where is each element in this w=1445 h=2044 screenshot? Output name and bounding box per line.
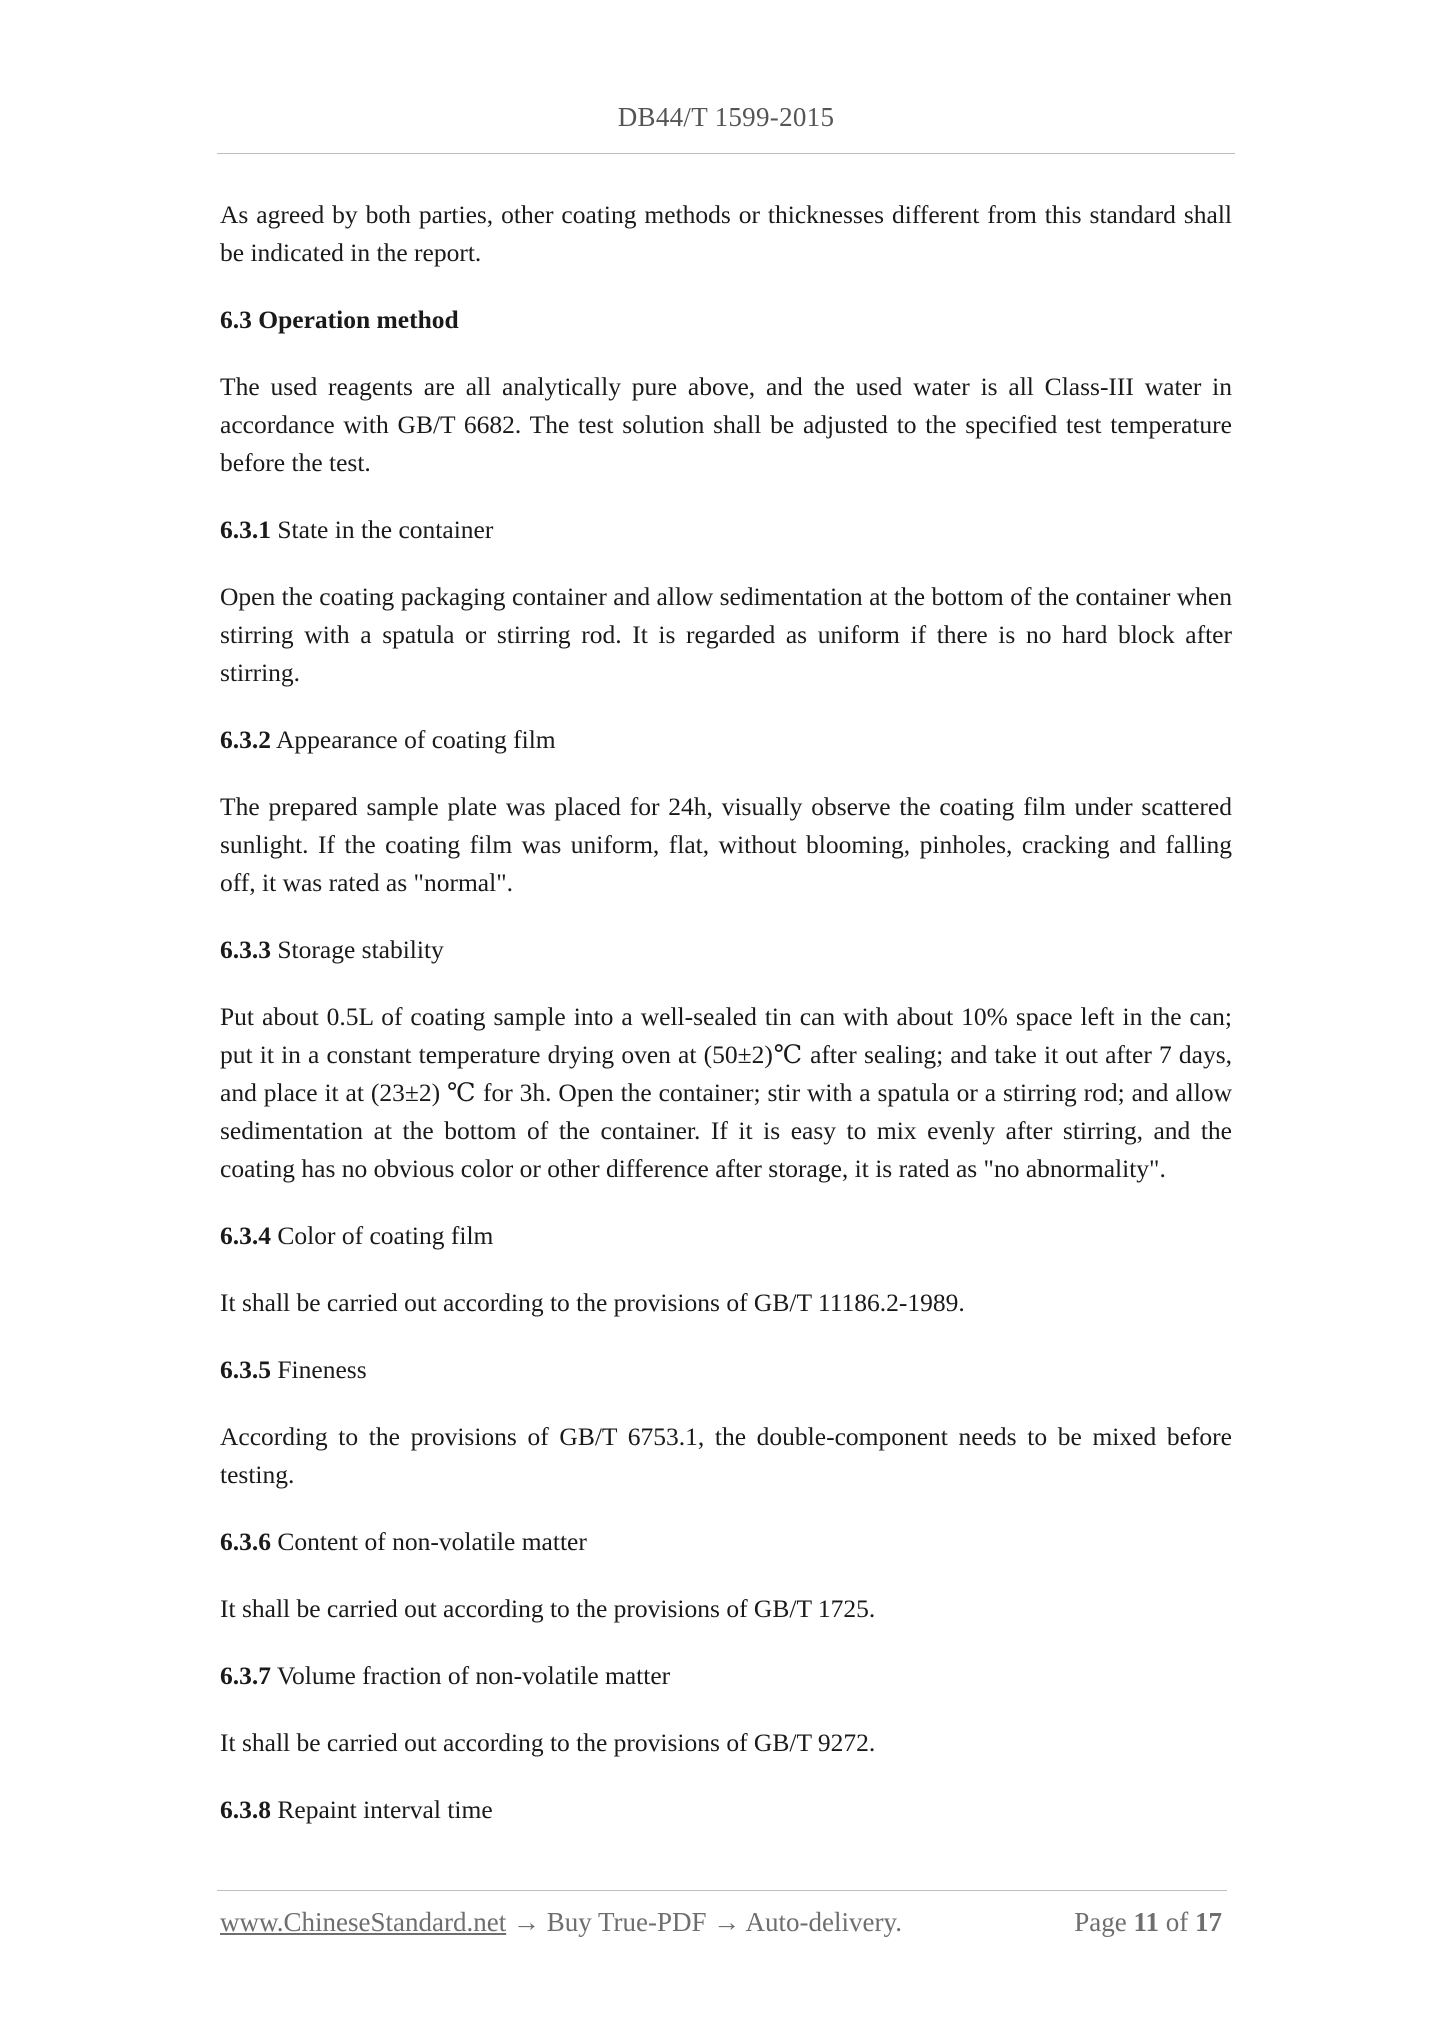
total-pages: 17 xyxy=(1195,1907,1222,1937)
section-6-3-body: The used reagents are all analytically pure above, and the used water is all Class-III water in accordance with GB/T 6682. The test solution shall be adjusted to the specified test temperature before the test. xyxy=(220,372,1232,477)
header-divider xyxy=(217,153,1235,154)
section-number: 6.3.1 xyxy=(220,515,271,544)
section-title: Volume fraction of non-volatile matter xyxy=(271,1661,671,1690)
section-title: Repaint interval time xyxy=(271,1795,493,1824)
section-number: 6.3.2 xyxy=(220,725,271,754)
footer-divider xyxy=(217,1890,1227,1891)
section-6-3-4-body: It shall be carried out according to the provisions of GB/T 11186.2-1989. xyxy=(220,1288,965,1317)
section-number: 6.3.5 xyxy=(220,1355,271,1384)
section-6-3-2-heading xyxy=(220,721,1232,759)
section-title: Storage stability xyxy=(271,935,444,964)
section-6-3-4-heading xyxy=(220,1217,1232,1255)
section-6-3-5-heading xyxy=(220,1351,1232,1389)
section-number: 6.3.3 xyxy=(220,935,271,964)
section-6-3-5-body: According to the provisions of GB/T 6753.1, the double-component needs to be mixed before testing. xyxy=(220,1422,1232,1489)
section-6-3-2-body: The prepared sample plate was placed for 24h, visually observe the coating film under scattered sunlight. If the coating film was uniform, flat, without blooming, pinholes, cracking and falling off, it was rated as "normal". xyxy=(220,792,1232,897)
section-title: Fineness xyxy=(271,1355,367,1384)
section-number: 6.3.6 xyxy=(220,1527,271,1556)
section-title: Color of coating film xyxy=(271,1221,494,1250)
section-6-3-6-heading xyxy=(220,1523,1232,1561)
section-6-3-1-body: Open the coating packaging container and allow sedimentation at the bottom of the container when stirring with a spatula or stirring rod. It is regarded as uniform if there is no hard block after stirring. xyxy=(220,582,1232,687)
section-6-3-7-body: It shall be carried out according to the provisions of GB/T 9272. xyxy=(220,1728,876,1757)
section-6-3-3-heading xyxy=(220,931,1232,969)
document-body xyxy=(220,196,1232,1829)
current-page: 11 xyxy=(1133,1907,1159,1937)
section-6-3-6-body: It shall be carried out according to the provisions of GB/T 1725. xyxy=(220,1594,876,1623)
section-number: 6.3.7 xyxy=(220,1661,271,1690)
page-indicator xyxy=(1074,1907,1222,1938)
section-6-3-3-body: Put about 0.5L of coating sample into a well-sealed tin can with about 10% space left in the can; put it in a constant temperature drying oven at (50±2)℃ after sealing; and take it out after 7 days, and place it at (23±2) ℃ for 3h. Open the container; stir with a spatula or a stirring rod; and allow sedimentation at the bottom of the container. If it is easy to mix evenly after stirring, and the coating has no obvious color or other difference after storage, it is rated as "no abnormality". xyxy=(220,1002,1232,1183)
footer-promo xyxy=(220,1907,902,1938)
intro-paragraph: As agreed by both parties, other coating methods or thicknesses different from this standard shall be indicated in the report. xyxy=(220,200,1232,267)
section-title: Appearance of coating film xyxy=(271,725,556,754)
section-number: 6.3.4 xyxy=(220,1221,271,1250)
page-header: DB44/T 1599-2015 xyxy=(617,102,835,132)
website-link[interactable]: www.ChineseStandard.net xyxy=(220,1907,507,1937)
section-6-3-heading: 6.3 Operation method xyxy=(220,305,459,334)
page-of-label: of xyxy=(1159,1907,1195,1937)
section-title: Content of non-volatile matter xyxy=(271,1527,587,1556)
section-6-3-7-heading xyxy=(220,1657,1232,1695)
page-label: Page xyxy=(1074,1907,1134,1937)
section-title: State in the container xyxy=(271,515,494,544)
section-number: 6.3.8 xyxy=(220,1795,271,1824)
section-6-3-8-heading xyxy=(220,1791,1232,1829)
section-6-3-1-heading xyxy=(220,511,1232,549)
footer-tagline: → Buy True-PDF → Auto-delivery. xyxy=(506,1907,902,1937)
